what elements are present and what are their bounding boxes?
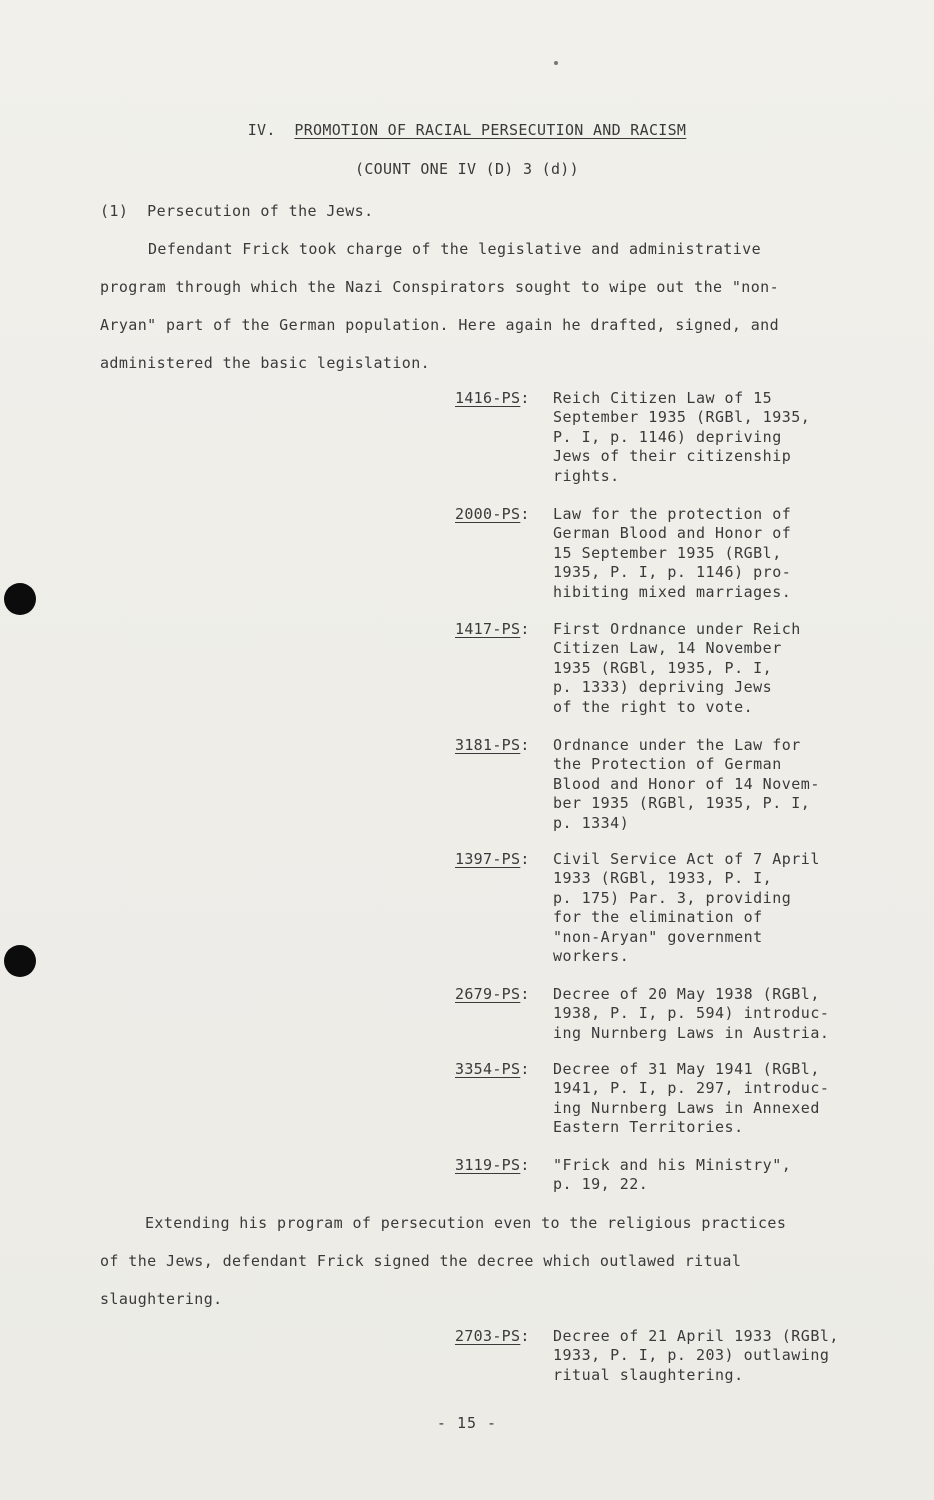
punch-hole-lower <box>4 945 36 977</box>
citation-code: 3119-PS: <box>455 1156 530 1174</box>
citation-code: 3181-PS: <box>455 736 530 754</box>
citation-text: Decree of 20 May 1938 (RGBl, 1938, P. I, p. 594) introduc- ing Nurnberg Laws in Austria. <box>553 985 830 1042</box>
citation-text: Decree of 31 May 1941 (RGBl, 1941, P. I, p. 297, introduc- ing Nurnberg Laws in Annexed Eastern Territories. <box>553 1060 830 1137</box>
subsection-label: Persecution of the Jews. <box>147 202 374 220</box>
paragraph-2 <box>100 1204 820 1318</box>
subsection-number: (1) <box>100 202 129 220</box>
citation-text: Reich Citizen Law of 15 September 1935 (RGBl, 1935, P. I, p. 1146) depriving Jews of their citizenship rights. <box>553 389 811 485</box>
citation-code: 2703-PS: <box>455 1327 530 1345</box>
citation-code: 1397-PS: <box>455 850 530 868</box>
citation-text: Ordnance under the Law for the Protection of German Blood and Honor of 14 Novem- ber 1935 (RGBl, 1935, P. I, p. 1334) <box>553 736 820 832</box>
citation-code: 1417-PS: <box>455 620 530 638</box>
citation-code: 1416-PS: <box>455 389 530 407</box>
citation-text: Law for the protection of German Blood and Honor of 15 September 1935 (RGBl, 1935, P. I, p. 1146) pro- hibiting mixed marriages. <box>553 505 792 601</box>
paragraph-1-line: Defendant Frick took charge of the legislative and administrative <box>148 240 761 258</box>
paragraph-1 <box>100 230 820 382</box>
page-number: - 15 - <box>436 1414 498 1432</box>
paragraph-1-line: administered the basic legislation. <box>100 354 431 372</box>
citation-text: First Ordnance under Reich Citizen Law, 14 November 1935 (RGBl, 1935, P. I, p. 1333) depriving Jews of the right to vote. <box>553 620 801 716</box>
paper-speck <box>554 61 558 65</box>
citation-text: Decree of 21 April 1933 (RGBl, 1933, P. I, p. 203) outlawing ritual slaughtering. <box>553 1327 839 1384</box>
heading-numeral: IV. <box>247 121 276 139</box>
subsection-title <box>100 192 820 230</box>
paragraph-2-line: of the Jews, defendant Frick signed the decree which outlawed ritual <box>100 1252 742 1270</box>
citation-text: "Frick and his Ministry", p. 19, 22. <box>553 1156 792 1194</box>
section-heading <box>0 121 934 139</box>
heading-title: PROMOTION OF RACIAL PERSECUTION AND RACISM <box>294 121 687 139</box>
punch-hole-upper <box>4 583 36 615</box>
heading-subtitle: (COUNT ONE IV (D) 3 (d)) <box>355 160 579 178</box>
paragraph-1-line: Aryan" part of the German population. Here again he drafted, signed, and <box>100 316 780 334</box>
paragraph-2-line: Extending his program of persecution even to the religious practices <box>145 1214 787 1232</box>
paragraph-1-line: program through which the Nazi Conspirators sought to wipe out the "non- <box>100 278 780 296</box>
citation-code: 2679-PS: <box>455 985 530 1003</box>
citation-text: Civil Service Act of 7 April 1933 (RGBl, 1933, P. I, p. 175) Par. 3, providing for the elimination of "non-Aryan" government workers. <box>553 850 820 966</box>
citation-code: 2000-PS: <box>455 505 530 523</box>
citation-code: 3354-PS: <box>455 1060 530 1078</box>
paragraph-2-line: slaughtering. <box>100 1290 223 1308</box>
